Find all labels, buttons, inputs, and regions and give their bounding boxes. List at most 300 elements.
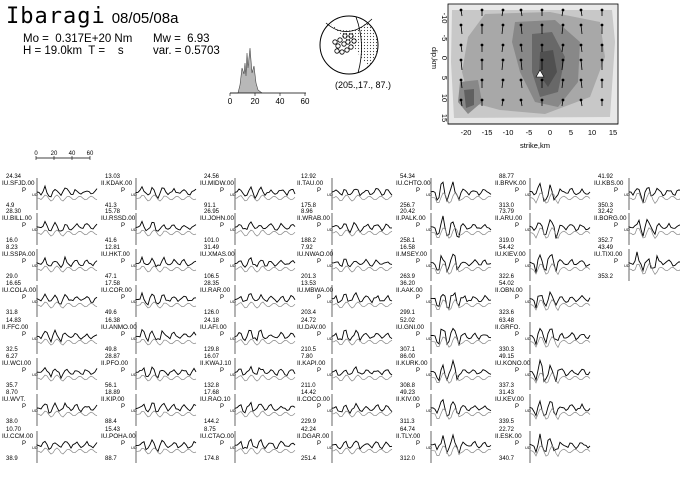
station-azimuth: 91.1 (204, 203, 216, 209)
station-azimuth: 88.4 (105, 419, 117, 425)
phase-label: P (22, 441, 27, 447)
depth-label: H = 19.0km T = s (23, 45, 124, 57)
waveform-plot (530, 285, 590, 317)
station-panel (495, 209, 595, 247)
waveform-plot (332, 178, 392, 210)
station-azimuth: 49.6 (105, 310, 117, 316)
component-label: UD (525, 299, 531, 304)
synthetic-waveform (332, 375, 392, 381)
station-azimuth: 106.5 (204, 274, 220, 280)
station-panel (396, 281, 496, 319)
station-amplitude: 28.35 (204, 281, 220, 287)
component-label: UD (525, 263, 531, 268)
slip-vector-head (460, 99, 462, 101)
waveform-plot (530, 213, 590, 245)
station-amplitude: 14.83 (6, 318, 22, 324)
station-amplitude: 43.49 (598, 245, 614, 251)
slip-vector-head (502, 44, 504, 46)
phase-label: P (22, 368, 27, 374)
component-label: UD (525, 408, 531, 413)
station-amplitude: 22.72 (499, 427, 515, 433)
station-azimuth: 126.0 (204, 310, 220, 316)
station-azimuth: 308.8 (400, 383, 416, 389)
phase-label: P (515, 188, 520, 194)
slip-vector-head (481, 79, 483, 81)
station-panel (2, 174, 102, 212)
station-panel (495, 245, 595, 283)
station-azimuth: 29.0 (6, 274, 18, 280)
station-azimuth: 201.3 (301, 274, 317, 280)
slip-vector-head (601, 9, 603, 11)
station-azimuth: 256.7 (400, 203, 416, 209)
waveform-plot (37, 285, 97, 317)
waveform-plot (235, 213, 295, 245)
synthetic-waveform (530, 373, 590, 384)
component-label: UD (426, 372, 432, 377)
synthetic-waveform (136, 230, 196, 236)
station-amplitude: 12.81 (105, 245, 121, 251)
x-tick: -10 (502, 128, 514, 137)
station-code: II.TAU.00 (297, 180, 324, 187)
component-label: UD (327, 227, 333, 232)
station-code: II.OBN.00 (495, 287, 523, 294)
stf-tick: 0 (227, 97, 233, 106)
waveform-plot (332, 249, 392, 281)
station-code: IU.KONO.00 (495, 360, 531, 367)
station-azimuth: 203.4 (301, 310, 317, 316)
synthetic-waveform (136, 411, 196, 417)
time-scale-bar (34, 150, 104, 164)
station-code: IU.SSPA.00 (2, 251, 36, 258)
station-code: IU.JOHN.00 (200, 215, 234, 222)
station-panel (101, 245, 201, 283)
time-tick: 0 (34, 151, 38, 157)
station-panel (396, 427, 496, 465)
waveform-plot (235, 394, 295, 426)
station-panel (594, 245, 680, 283)
waveform-plot (37, 394, 97, 426)
station-code: IU.WVT. (2, 396, 26, 403)
phase-label: P (121, 441, 126, 447)
slip-vector-head (481, 24, 483, 26)
waveform-plot (431, 358, 491, 390)
station-panel (101, 174, 201, 212)
focal-mechanism-beachball (318, 14, 380, 76)
station-panel (2, 354, 102, 392)
synthetic-waveform (37, 266, 97, 272)
slip-vector-head (481, 99, 483, 101)
station-panel (101, 209, 201, 247)
station-code: II.PALK.00 (396, 215, 426, 222)
component-label: UD (426, 263, 432, 268)
observed-waveform (136, 221, 196, 231)
component-label: UD (32, 299, 38, 304)
station-code: IU.CCM.00 (2, 433, 34, 440)
stf-tick: 40 (275, 97, 285, 106)
observed-waveform (431, 361, 491, 381)
station-azimuth: 47.1 (105, 274, 117, 280)
x-tick: -5 (525, 128, 533, 137)
waveform-plot (332, 213, 392, 245)
phase-label: P (515, 404, 520, 410)
station-code: II.BRVK.00 (495, 180, 527, 187)
station-code: II.GRFO. (495, 324, 521, 331)
component-label: UD (525, 227, 531, 232)
station-panel (594, 209, 680, 247)
waveform-plot (431, 322, 491, 354)
phase-label: P (515, 368, 520, 374)
synthetic-waveform (136, 448, 196, 454)
station-code: IU.COLA.00 (2, 287, 36, 294)
station-amplitude: 16.38 (105, 318, 121, 324)
waveform-plot (530, 358, 590, 390)
station-panel (297, 390, 397, 428)
station-amplitude: 8.96 (301, 209, 313, 215)
slip-vector-head (502, 24, 504, 26)
phase-label: P (614, 188, 619, 194)
station-code: II.DGAR.00 (297, 433, 330, 440)
observed-waveform (332, 441, 392, 449)
station-code: II.KDAK.00 (101, 180, 133, 187)
station-azimuth: 101.0 (204, 238, 220, 244)
phase-label: P (22, 223, 27, 229)
station-azimuth: 41.3 (105, 203, 117, 209)
synthetic-waveform (37, 448, 97, 454)
slip-vector-head (520, 44, 522, 46)
synthetic-waveform (332, 302, 392, 308)
station-panel (297, 318, 397, 356)
slip-vector-head (601, 99, 603, 101)
station-panel (2, 281, 102, 319)
waveform-plot (136, 213, 196, 245)
station-amplitude: 26.95 (204, 209, 220, 215)
waveform-plot (332, 322, 392, 354)
station-panel (396, 318, 496, 356)
phase-label: P (22, 332, 27, 338)
component-label: UD (131, 372, 137, 377)
station-azimuth: 319.0 (499, 238, 515, 244)
phase-label: P (416, 368, 421, 374)
station-amplitude: 15.78 (105, 209, 121, 215)
phase-label: P (614, 259, 619, 265)
synthetic-waveform (332, 339, 392, 345)
slip-vector-head (460, 44, 462, 46)
phase-label: P (317, 223, 322, 229)
station-panel (200, 427, 300, 465)
station-amplitude: 31.43 (499, 390, 515, 396)
station-panel (396, 174, 496, 212)
waveform-plot (629, 213, 680, 245)
x-tick: 5 (568, 128, 574, 137)
station-amplitude: 10.70 (6, 427, 22, 433)
component-label: UD (131, 299, 137, 304)
slip-vector-head (541, 59, 543, 61)
component-label: UD (525, 372, 531, 377)
synthetic-waveform (136, 375, 196, 381)
phase-label: P (121, 223, 126, 229)
station-code: IU.COR.00 (101, 287, 132, 294)
waveform-plot (136, 285, 196, 317)
phase-label: P (515, 332, 520, 338)
station-amplitude: 49.23 (400, 390, 416, 396)
station-amplitude: 14.42 (301, 390, 317, 396)
phase-label: P (515, 441, 520, 447)
component-label: UD (32, 445, 38, 450)
phase-label: P (220, 368, 225, 374)
slip-vector-head (481, 44, 483, 46)
waveform-plot (629, 249, 680, 281)
station-azimuth: 313.0 (499, 203, 515, 209)
x-tick: -20 (460, 128, 472, 137)
synthetic-waveform (37, 195, 97, 201)
waveform-plot (629, 178, 680, 210)
station-azimuth: 258.1 (400, 238, 416, 244)
station-code: IU.KIEV.00 (495, 251, 526, 258)
station-code: IU.SFJD.00 (2, 180, 35, 187)
station-code: IU.RSSD.00 (101, 215, 136, 222)
y-axis-label: dip,km (430, 46, 439, 70)
slip-vector-head (562, 79, 564, 81)
station-code: IU.WCI.00 (2, 360, 32, 367)
station-amplitude: 24.34 (6, 174, 22, 180)
observed-waveform (332, 330, 392, 340)
observed-waveform (235, 294, 295, 303)
station-azimuth: 56.1 (105, 383, 117, 389)
station-azimuth: 323.6 (499, 310, 515, 316)
station-azimuth: 174.8 (204, 456, 220, 462)
phase-label: P (416, 441, 421, 447)
station-amplitude: 88.77 (499, 174, 515, 180)
station-azimuth: 49.8 (105, 347, 117, 353)
waveform-plot (37, 213, 97, 245)
waveform-plot (530, 431, 590, 463)
station-panel (200, 245, 300, 283)
synthetic-waveform (136, 266, 196, 272)
slip-vector-head (520, 79, 522, 81)
slip-vector-head (562, 59, 564, 61)
station-code: IU.RAO.10 (200, 396, 231, 403)
slip-vector-head (502, 99, 504, 101)
station-panel (200, 281, 300, 319)
station-panel (297, 209, 397, 247)
station-panel (495, 281, 595, 319)
x-tick: 10 (587, 128, 597, 137)
component-label: UD (32, 192, 38, 197)
synthetic-waveform (235, 266, 295, 272)
slip-vector-head (580, 9, 582, 11)
station-code: II.COCO.00 (297, 396, 330, 403)
station-azimuth: 144.2 (204, 419, 220, 425)
synthetic-waveform (530, 446, 590, 457)
station-code: II.KIP.00 (101, 396, 125, 403)
slip-vector-head (601, 79, 603, 81)
slip-distribution-map (430, 2, 625, 157)
x-tick: 0 (547, 128, 553, 137)
station-azimuth: 229.9 (301, 419, 317, 425)
waveform-plot (530, 322, 590, 354)
station-amplitude: 42.24 (301, 427, 317, 433)
phase-label: P (220, 295, 225, 301)
slip-vector-head (502, 9, 504, 11)
synthetic-waveform (431, 409, 491, 420)
y-tick: 5 (440, 75, 449, 81)
component-label: UD (426, 192, 432, 197)
station-panel (297, 174, 397, 212)
waveform-plot (431, 178, 491, 210)
station-azimuth: 312.0 (400, 456, 416, 462)
station-amplitude: 17.68 (204, 390, 220, 396)
component-label: UD (32, 263, 38, 268)
component-label: UD (131, 227, 137, 232)
region-name: Ibaragi (6, 4, 106, 29)
station-panel (2, 318, 102, 356)
event-title (6, 4, 178, 29)
slip-vector-head (562, 9, 564, 11)
phase-label: P (121, 368, 126, 374)
phase-label: P (317, 404, 322, 410)
waveform-plot (431, 213, 491, 245)
station-amplitude: 36.20 (400, 281, 416, 287)
y-tick: 15 (440, 113, 449, 123)
slip-vector-head (460, 9, 462, 11)
station-code: II.PFO.00 (101, 360, 128, 367)
station-amplitude: 15.43 (105, 427, 121, 433)
synthetic-waveform (37, 230, 97, 236)
station-code: IU.TIXI.00 (594, 251, 623, 258)
synthetic-waveform (530, 193, 590, 204)
station-azimuth: 132.8 (204, 383, 220, 389)
station-panel (101, 281, 201, 319)
phase-label: P (515, 223, 520, 229)
station-azimuth: 337.3 (499, 383, 515, 389)
phase-label: P (317, 368, 322, 374)
station-panel (2, 209, 102, 247)
component-label: UD (131, 408, 137, 413)
synthetic-waveform (235, 375, 295, 381)
slip-vector-head (541, 24, 543, 26)
phase-label: P (317, 441, 322, 447)
synthetic-waveform (332, 195, 392, 201)
waveform-plot (136, 394, 196, 426)
synthetic-waveform (235, 302, 295, 308)
station-amplitude: 16.65 (6, 281, 22, 287)
phase-label: P (416, 295, 421, 301)
component-label: UD (230, 227, 236, 232)
moment-label: Mo = 0.317E+20 Nm (23, 33, 133, 45)
slip-vector-head (520, 9, 522, 11)
synthetic-waveform (332, 448, 392, 454)
phase-label: P (416, 332, 421, 338)
station-panel (297, 281, 397, 319)
phase-label: P (317, 259, 322, 265)
waveform-plot (37, 178, 97, 210)
station-code: IU.KBS.00 (594, 180, 624, 187)
phase-label: P (317, 188, 322, 194)
station-code: II.BORG.00 (594, 215, 627, 222)
slip-vector-head (541, 79, 543, 81)
station-amplitude: 28.30 (6, 209, 22, 215)
observed-waveform (235, 403, 295, 413)
station-panel (2, 245, 102, 283)
synthetic-waveform (37, 339, 97, 345)
slip-vector-head (460, 59, 462, 61)
station-panel (101, 390, 201, 428)
component-label: UD (426, 445, 432, 450)
station-code: II.WRAB.00 (297, 215, 330, 222)
synthetic-waveform (332, 230, 392, 236)
station-panel (396, 245, 496, 283)
synthetic-waveform (530, 300, 590, 311)
waveform-plot (530, 249, 590, 281)
waveform-plot (235, 249, 295, 281)
station-code: IU.RAR.00 (200, 287, 231, 294)
observed-waveform (332, 223, 392, 233)
observed-waveform (431, 400, 491, 416)
station-amplitude: 24.72 (301, 318, 317, 324)
station-panel (101, 318, 201, 356)
station-code: IU.CTAO.00 (200, 433, 234, 440)
waveform-plot (332, 285, 392, 317)
component-label: UD (426, 227, 432, 232)
time-tick: 20 (50, 151, 58, 157)
phase-label: P (416, 404, 421, 410)
observed-waveform (136, 403, 196, 412)
time-tick: 40 (68, 151, 76, 157)
y-tick: 0 (440, 55, 449, 61)
phase-label: P (121, 259, 126, 265)
component-label: UD (327, 263, 333, 268)
station-amplitude: 63.48 (499, 318, 515, 324)
waveform-plot (235, 322, 295, 354)
waveform-plot (136, 322, 196, 354)
observed-waveform (37, 330, 97, 342)
component-label: UD (327, 336, 333, 341)
station-panel (200, 318, 300, 356)
observed-waveform (431, 182, 491, 201)
waveform-plot (431, 431, 491, 463)
station-amplitude: 8.70 (6, 390, 18, 396)
slip-vector-head (520, 99, 522, 101)
waveform-plot (235, 431, 295, 463)
waveform-plot (37, 431, 97, 463)
station-amplitude: 6.27 (6, 354, 18, 360)
slip-vector-head (580, 99, 582, 101)
station-amplitude: 54.02 (499, 281, 515, 287)
waveform-plot (431, 249, 491, 281)
station-code: IU.CHTO.00 (396, 180, 431, 187)
phase-label: P (317, 332, 322, 338)
waveform-plot (431, 394, 491, 426)
waveform-plot (136, 431, 196, 463)
phase-label: P (22, 404, 27, 410)
station-panel (200, 390, 300, 428)
observed-waveform (530, 220, 590, 239)
station-azimuth: 340.7 (499, 456, 515, 462)
component-label: UD (230, 263, 236, 268)
station-azimuth: 16.0 (6, 238, 18, 244)
source-time-function (228, 38, 314, 108)
event-date: 08/05/08a (111, 10, 179, 27)
slip-vector-head (562, 99, 564, 101)
synthetic-waveform (136, 302, 196, 308)
phase-label: P (220, 223, 225, 229)
phase-label: P (317, 295, 322, 301)
station-azimuth: 32.5 (6, 347, 18, 353)
station-azimuth: 311.3 (400, 419, 415, 425)
phase-label: P (121, 295, 126, 301)
waveform-plot (136, 178, 196, 210)
phase-label: P (416, 223, 421, 229)
